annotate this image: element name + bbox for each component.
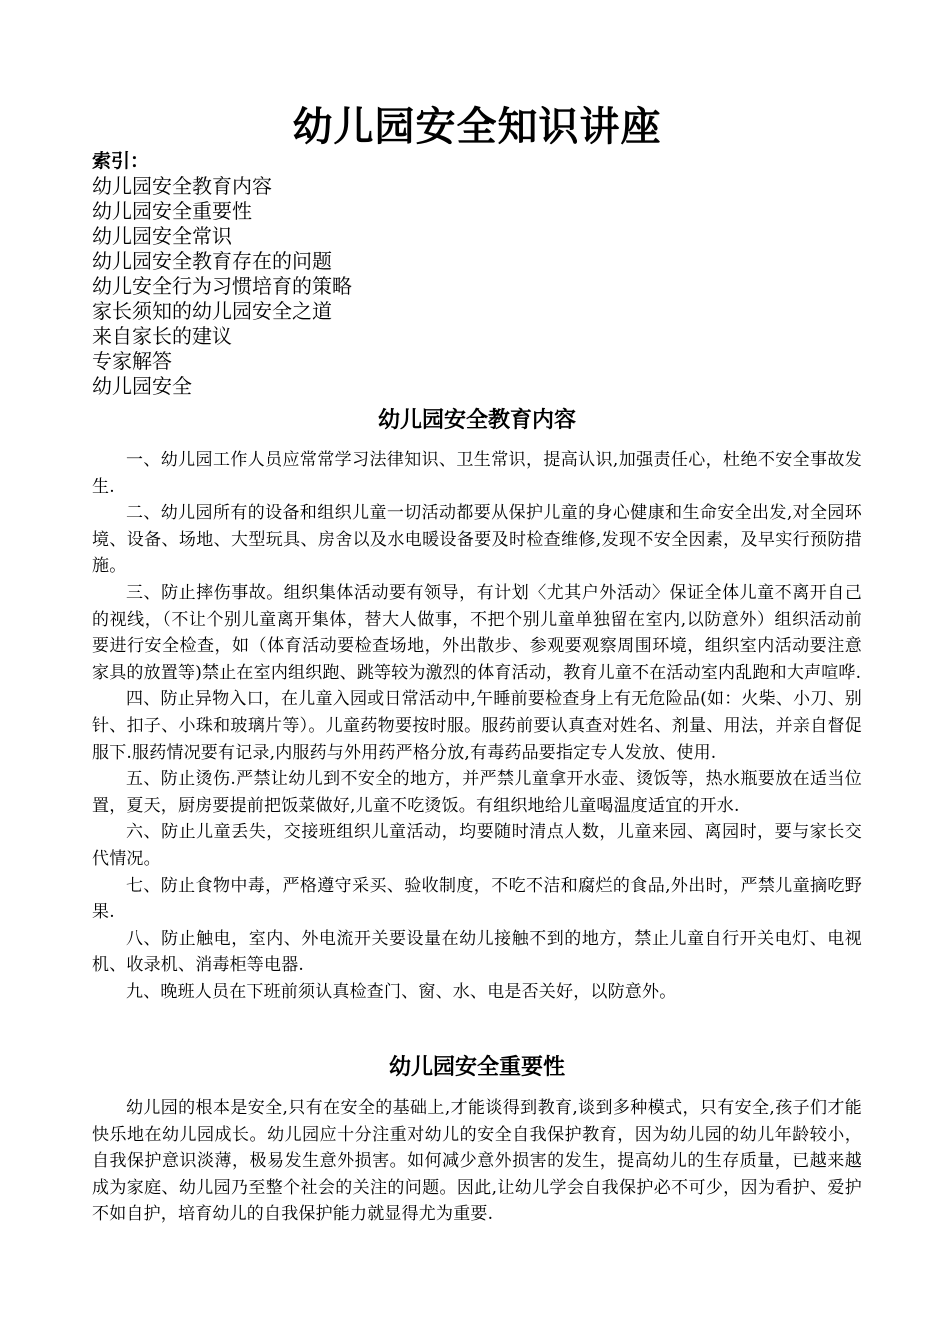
paragraph: 六、防止儿童丢失，交接班组织儿童活动，均要随时清点人数，儿童来园、离园时，要与家长交代情况。: [92, 822, 862, 869]
document-title: 幼儿园安全知识讲座: [292, 104, 662, 150]
paragraph: 四、防止异物入口，在儿童入园或日常活动中,午睡前要检查身上有无危险品(如：火柴、小刀、别针、扣子、小珠和玻璃片等）。儿童药物要按时服。服药前要认真查对姓名、剂量、用法，并亲自督促服下.服药情况要有记录,内服药与外用药严格分放,有毒药品要指定专人发放、使用.: [92, 689, 862, 763]
section-body: [92, 447, 862, 1005]
toc-item: 专家解答: [92, 349, 172, 373]
toc-item: 幼儿园安全: [92, 374, 192, 398]
section-title: 幼儿园安全教育内容: [377, 408, 576, 433]
paragraph: 七、防止食物中毒，严格遵守采买、验收制度，不吃不洁和腐烂的食品,外出时，严禁儿童摘吃野果.: [92, 875, 862, 923]
section-body: [92, 1095, 862, 1228]
toc-item: 幼儿园安全重要性: [92, 199, 252, 223]
paragraph: 一、幼儿园工作人员应常常学习法律知识、卫生常识，提高认识,加强责任心，杜绝不安全事故发生.: [92, 450, 862, 497]
toc-heading: 索引：: [92, 150, 150, 172]
paragraph: 九、晚班人员在下班前须认真检查门、窗、水、电是否关好，以防意外。: [126, 981, 677, 1002]
toc-item: 家长须知的幼儿园安全之道: [92, 299, 332, 323]
section-title: 幼儿园安全重要性: [388, 1055, 565, 1080]
toc-item: 幼儿园安全常识: [92, 224, 232, 248]
table-of-contents: [92, 148, 862, 399]
paragraph: 三、防止摔伤事故。组织集体活动要有领导，有计划〈尤其户外活动〉保证全体儿童不离开自己的视线，（不让个别儿童离开集体，替大人做事，不把个别儿童单独留在室内,以防意外）组织活动前要进行安全检查，如（体育活动要检查场地，外出散步、参观要观察周围环境，组织室内活动要注意家具的放置等)禁止在室内组织跑、跳等较为激烈的体育活动，教育儿童不在活动室内乱跑和大声喧哗.: [92, 582, 862, 683]
paragraph: 五、防止烫伤.严禁让幼儿到不安全的地方，并严禁儿童拿开水壶、烫饭等，热水瓶要放在适当位置，夏天，厨房要提前把饭菜做好,儿童不吃烫饭。有组织地给儿童喝温度适宜的开水.: [92, 769, 862, 816]
paragraph: 二、幼儿园所有的设备和组织儿童一切活动都要从保护儿童的身心健康和生命安全出发,对全园环境、设备、场地、大型玩具、房舍以及水电暖设备要及时检查维修,发现不安全因素，及早实行预防措施。: [92, 503, 862, 577]
toc-item: 幼儿安全行为习惯培育的策略: [92, 274, 352, 298]
toc-item: 幼儿园安全教育内容: [92, 174, 272, 198]
toc-item: 来自家长的建议: [92, 324, 232, 348]
toc-item: 幼儿园安全教育存在的问题: [92, 249, 332, 273]
paragraph: 幼儿园的根本是安全,只有在安全的基础上,才能谈得到教育,谈到多种模式，只有安全,孩子们才能快乐地在幼儿园成长。幼儿园应十分注重对幼儿的安全自我保护教育，因为幼儿园的幼儿年龄较小，自我保护意识淡薄，极易发生意外损害。如何减少意外损害的发生，提高幼儿的生存质量，已越来越成为家庭、幼儿园乃至整个社会的关注的问题。因此,让幼儿学会自我保护必不可少，因为看护、爱护不如自护，培育幼儿的自我保护能力就显得尤为重要.: [92, 1098, 862, 1225]
paragraph: 八、防止触电，室内、外电流开关要设量在幼儿接触不到的地方，禁止儿童自行开关电灯、电视机、收录机、消毒柜等电器.: [92, 928, 862, 976]
